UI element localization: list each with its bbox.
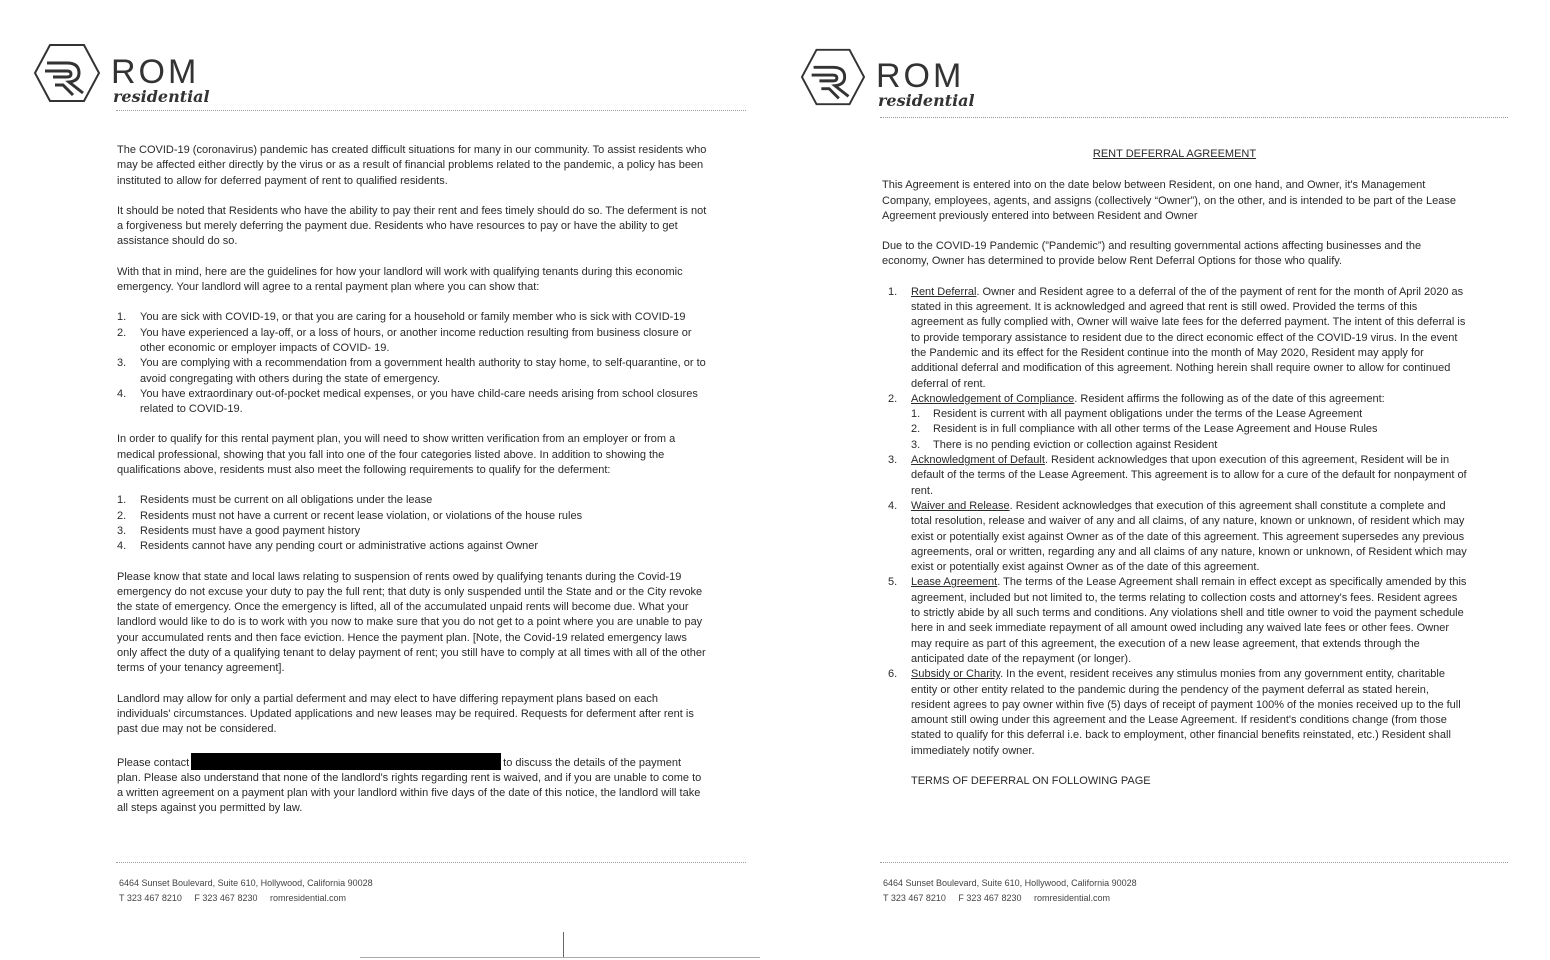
rom-hexagon-logo-icon [33, 43, 101, 103]
company-logo [800, 47, 975, 110]
clause-rent-deferral: 1. Rent Deferral. Owner and Resident agree to a deferral of the of the payment of rent for the month of April 2020 as stated in this agreement. It is acknowledged and agreed that rent is still owed. Provided the terms of this agreement as fully complied with, Owner will waive late fees for the deferred payment. The intent of this deferral is to provide temporary assistance to resident due to the direct economic effect of the COVID-19 virus. In the event the Pandemic and its effect for the Resident continue into the month of May 2020, Resident may apply for additional deferral and modification of this agreement. Nothing herein shall require owner to allow for continued deferral of rent. [888, 285, 1466, 390]
agreement-intro: This Agreement is entered into on the date below between Resident, on one hand, and Owner, it's Management Company, employees, agents, and assigns (collectively “Owner”), on the other, and is intended to be part of the Lease Agreement previously entered into between Resident and Owner [882, 179, 1456, 222]
list-item: 2. You have experienced a lay-off, or a loss of hours, or another income reduction resulting from business closure or other economic or employer impacts of COVID- 19. [117, 326, 692, 354]
right-page [775, 0, 1550, 960]
contact-paragraph: Please contact to discuss the details of the payment plan. Please also understand that none of the landlord's rights regarding rent is waived, and if you are unable to come to a written agreement on a payment plan with your landlord within five days of the date of this notice, the landlord will take all steps against you permitted by law. [117, 753, 707, 817]
notice-body [117, 143, 707, 832]
qualify-paragraph: In order to qualify for this rental payment plan, you will need to show written verification from an employer or from a medical professional, showing that you fall into one of the four categories listed above. In addition to showing the qualifications above, residents must also meet the following requirements to qualify for the deferment: [117, 433, 676, 477]
footer-rule [880, 862, 1508, 863]
footer-fax: F 323 467 8230 [194, 893, 258, 903]
scan-artifact [360, 957, 760, 958]
footer-website[interactable]: romresidential.com [269, 893, 347, 903]
list-item: 4. You have extraordinary out-of-pocket medical expenses, or you have child-care needs arising from school closures related to COVID-19. [117, 387, 698, 416]
footer-fax: F 323 467 8230 [958, 893, 1022, 903]
clause-waiver-and-release: 4. Waiver and Release. Resident acknowledges that execution of this agreement shall constitute a complete and total resolution, release and waiver of any and all claims, of any nature, known or unknown, of resident which may exist or potentially exist against Owner as of the date of this agreement. This agreement supersedes any previous agreements, oral or written, regarding any and all claims of any nature, known or unknown, of Resident which may exist or potentially exist against Owner as of the date of this agreement. [888, 499, 1467, 574]
header-rule [880, 117, 1508, 118]
requirements-list [117, 493, 707, 554]
footer-contact-line [119, 891, 373, 906]
footer-address: 6464 Sunset Boulevard, Suite 610, Hollywood, California 90028 [119, 878, 373, 888]
compliance-sub-list [911, 407, 1467, 453]
footer [119, 876, 373, 906]
terms-note: TERMS OF DEFERRAL ON FOLLOWING PAGE [911, 774, 1151, 787]
logo-wordmark: ROM [111, 53, 200, 91]
clause-subsidy-or-charity: 6. Subsidy or Charity. In the event, resident receives any stimulus monies from any government entity, charitable entity or other entity related to the pandemic during the pendency of the payment deferral as stated herein, resident agrees to pay owner within five (5) days of receipt of payment 100% of the monies received up to the full amount still owing under this agreement and the Lease Agreement. If resident's conditions change (from those stated to qualify for this deferral i.e. back to employment, other financial benefits reinstated, etc.) Resident shall immediately notify owner. [888, 668, 1461, 757]
agreement-body [882, 147, 1467, 804]
footer-address: 6464 Sunset Boulevard, Suite 610, Hollywood, California 90028 [883, 878, 1137, 888]
clause-lease-agreement: 5. Lease Agreement. The terms of the Lease Agreement shall remain in effect except as specifically amended by this agreement, included but not limited to, the terms relating to collection costs and attorney's fees. Resident agrees to strictly abide by all such terms and conditions. Any violations shell and title owner to void the payment schedule here in and seek immediate repayment of all amount owed including any waived late fees or other fees. Owner may require as part of this agreement, the execution of a new lease agreement, that extends through the anticipated date of the repayment (or longer). [888, 576, 1467, 665]
rom-hexagon-logo-icon [800, 47, 866, 107]
list-item: 2. Residents must not have a current or recent lease violation, or violations of the house rules [117, 509, 583, 522]
logo-subtitle: residential [878, 91, 975, 110]
company-logo [33, 43, 210, 106]
footer-phone: T 323 467 8210 [119, 893, 182, 903]
redaction-bar [191, 753, 501, 770]
logo-wordmark: ROM [876, 57, 965, 95]
footer-phone: T 323 467 8210 [883, 893, 946, 903]
clauses-list [882, 285, 1467, 759]
ability-paragraph: It should be noted that Residents who have the ability to pay their rent and fees timely should do so. The deferment is not a forgiveness but merely deferring the payment due. Residents who have resources to pay or have the ability to get assistance should do so. [117, 204, 707, 248]
footer-website[interactable]: romresidential.com [1033, 893, 1111, 903]
list-item: 3. You are complying with a recommendation from a government health authority to stay home, to self-quarantine, or to avoid congregating with others during the state of emergency. [117, 357, 706, 385]
list-item: 1. You are sick with COVID-19, or that you are caring for a household or family member who is sick with COVID-19 [117, 311, 686, 324]
conditions-list [117, 310, 707, 417]
laws-paragraph: Please know that state and local laws relating to suspension of rents owed by qualifying tenants during the Covid-19 emergency do not excuse your duty to pay the full rent; that duty is only suspended until the State and or the City revoke the state of emergency. Once the emergency is lifted, all of the accumulated unpaid rents will become due. What your landlord would like to do is to work with you now to make sure that you do not get to a point where you are unable to pay your accumulated rents and then face eviction. Hence the payment plan. [Note, the Covid-19 related emergency laws only affect the duty of a qualifying tenant to delay payment of rent; you still have to comply at all times with all of the other terms of your tenancy agreement]. [117, 570, 706, 675]
guidelines-paragraph: With that in mind, here are the guidelines for how your landlord will work with qualifying tenants during this economic emergency. Your landlord will agree to a rental payment plan where you can show that: [117, 265, 683, 294]
list-item: 4. Residents cannot have any pending court or administrative actions against Owner [117, 540, 539, 553]
header-rule [116, 110, 746, 111]
list-item: 3. There is no pending eviction or collection against Resident [911, 438, 1218, 451]
footer [883, 876, 1137, 906]
logo-subtitle: residential [113, 87, 210, 106]
scan-artifact [563, 932, 564, 958]
pandemic-paragraph: Due to the COVID-19 Pandemic (”Pandemic”) and resulting governmental actions affecting businesses and the economy, Owner has determined to provide below Rent Deferral Options for those who qualify. [882, 240, 1422, 268]
intro-paragraph: The COVID-19 (coronavirus) pandemic has created difficult situations for many in our community. To assist residents who may be affected either directly by the virus or as a result of financial problems related to the pandemic, a policy has been instituted to allow for deferred payment of rent to qualified residents. [117, 144, 707, 187]
clause-acknowledgement-of-compliance: 2. Acknowledgement of Compliance. Resident affirms the following as of the date of this agreement: 1. Resident is current with all payment obligations under the terms of the Lease Agreement 2. Resident is in full compliance with all other terms of the Lease Agreement and House Rules 3. There is no pending eviction or collection against Resident [888, 392, 1467, 453]
agreement-title: RENT DEFERRAL AGREEMENT [1092, 148, 1257, 160]
footer-contact-line [883, 891, 1137, 906]
list-item: 3. Residents must have a good payment history [117, 524, 361, 537]
clause-acknowledgment-of-default: 3. Acknowledgment of Default. Resident acknowledges that upon execution of this agreement, Resident will be in default of the terms of the Lease Agreement. This agreement is to allow for a cure of the default for nonpayment of rent. [888, 454, 1467, 497]
footer-rule [116, 862, 746, 863]
partial-deferment-paragraph: Landlord may allow for only a partial deferment and may elect to have differing repayment plans based on each individuals' circumstances. Updated applications and new leases may be required. Requests for deferment after rent is past due may not be considered. [117, 692, 694, 736]
list-item: 1. Resident is current with all payment obligations under the terms of the Lease Agreement [911, 408, 1363, 421]
list-item: 2. Resident is in full compliance with all other terms of the Lease Agreement and House Rules [911, 423, 1378, 436]
list-item: 1. Residents must be current on all obligations under the lease [117, 494, 433, 507]
